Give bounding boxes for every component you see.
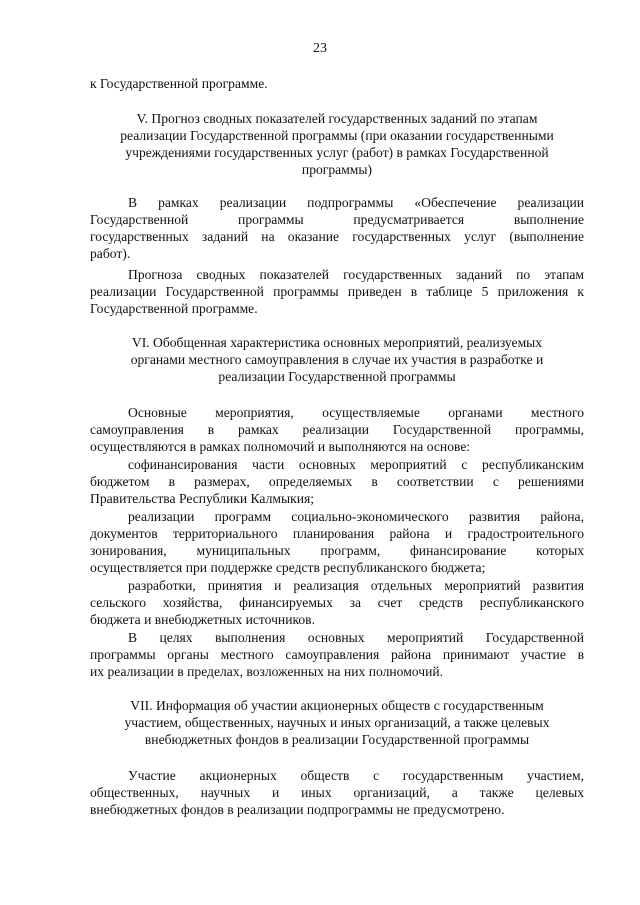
text-line: бюджетом в размерах, определяемых в соответствии с решениями: [90, 474, 584, 489]
section-6-paragraph-3: [90, 508, 584, 576]
text-line: сельского хозяйства, финансируемых за счет средств республиканского: [90, 595, 584, 610]
page-number: 23: [313, 41, 327, 56]
text-line: внебюджетных фондов в реализации подпрограммы не предусмотрено.: [90, 802, 505, 817]
text-line: Правительства Республики Калмыкия;: [90, 491, 315, 506]
text-line: осуществляется при поддержке средств республиканского бюджета;: [90, 560, 486, 575]
text-line: Участие акционерных обществ с государственным участием,: [128, 768, 584, 783]
text-line: работ).: [90, 246, 131, 261]
heading-line: VII. Информация об участии акционерных обществ с государственным: [130, 698, 544, 713]
section-7-heading: [90, 697, 584, 748]
section-6-paragraph-5: [90, 629, 584, 680]
section-5-heading: [90, 110, 584, 178]
text-line: Прогноза сводных показателей государственных заданий по этапам: [128, 267, 584, 282]
section-6-paragraph-2: [90, 456, 584, 507]
intro-line: [90, 75, 584, 92]
text-line: бюджета и внебюджетных источников.: [90, 612, 315, 627]
text-line: разработки, принятия и реализация отдельных мероприятий развития: [128, 578, 584, 593]
heading-line: учреждениями государственных услуг (работ) в рамках Государственной: [125, 145, 549, 160]
text-line: В рамках реализации подпрограммы «Обеспечение реализации: [128, 195, 584, 210]
text-line: софинансирования части основных мероприятий с республиканским: [128, 457, 584, 472]
text-line: зонирования, муниципальных программ, финансирование которых: [90, 543, 584, 558]
text-line: самоуправления в рамках реализации Государственной программы,: [90, 422, 584, 437]
heading-line: VI. Обобщенная характеристика основных мероприятий, реализуемых: [131, 335, 543, 350]
section-7-paragraph-1: [90, 767, 584, 818]
heading-line: внебюджетных фондов в реализации Государственной программы: [144, 732, 530, 747]
text-line: осуществляются в рамках полномочий и выполняются на основе:: [90, 439, 471, 454]
section-6-paragraph-1: [90, 404, 584, 455]
text-line: реализации программ социально-экономического развития района,: [128, 509, 584, 524]
text-line: документов территориального планирования района и градостроительного: [90, 526, 584, 541]
section-5-paragraph-2: [90, 266, 584, 317]
text-line: общественных, научных и иных организаций, а также целевых: [90, 785, 584, 800]
text-line: государственных заданий на оказание государственных услуг (выполнение: [90, 229, 584, 244]
text-line: Основные мероприятия, осуществляемые органами местного: [128, 405, 584, 420]
text-line: реализации Государственной программы приведен в таблице 5 приложения к: [90, 284, 584, 299]
heading-line: реализации Государственной программы (при оказании государственными: [120, 128, 554, 143]
text-line: В целях выполнения основных мероприятий Государственной: [128, 630, 584, 645]
heading-line: V. Прогноз сводных показателей государственных заданий по этапам: [136, 111, 538, 126]
heading-line: органами местного самоуправления в случае их участия в разработке и: [130, 352, 544, 367]
section-6-paragraph-4: [90, 577, 584, 628]
heading-line: программы): [301, 162, 373, 177]
section-6-heading: [90, 334, 584, 385]
heading-line: участием, общественных, научных и иных организаций, а также целевых: [124, 715, 550, 730]
text-line: их реализации в пределах, возложенных на них полномочий.: [90, 664, 444, 679]
text-line: Государственной программе.: [90, 301, 258, 316]
text-line: Государственной программы предусматривается выполнение: [90, 212, 584, 227]
section-5-paragraph-1: [90, 194, 584, 262]
text-line: программы органы местного самоуправления района принимают участие в: [90, 647, 584, 662]
heading-line: реализации Государственной программы: [218, 369, 456, 384]
text-line: к Государственной программе.: [90, 76, 268, 91]
